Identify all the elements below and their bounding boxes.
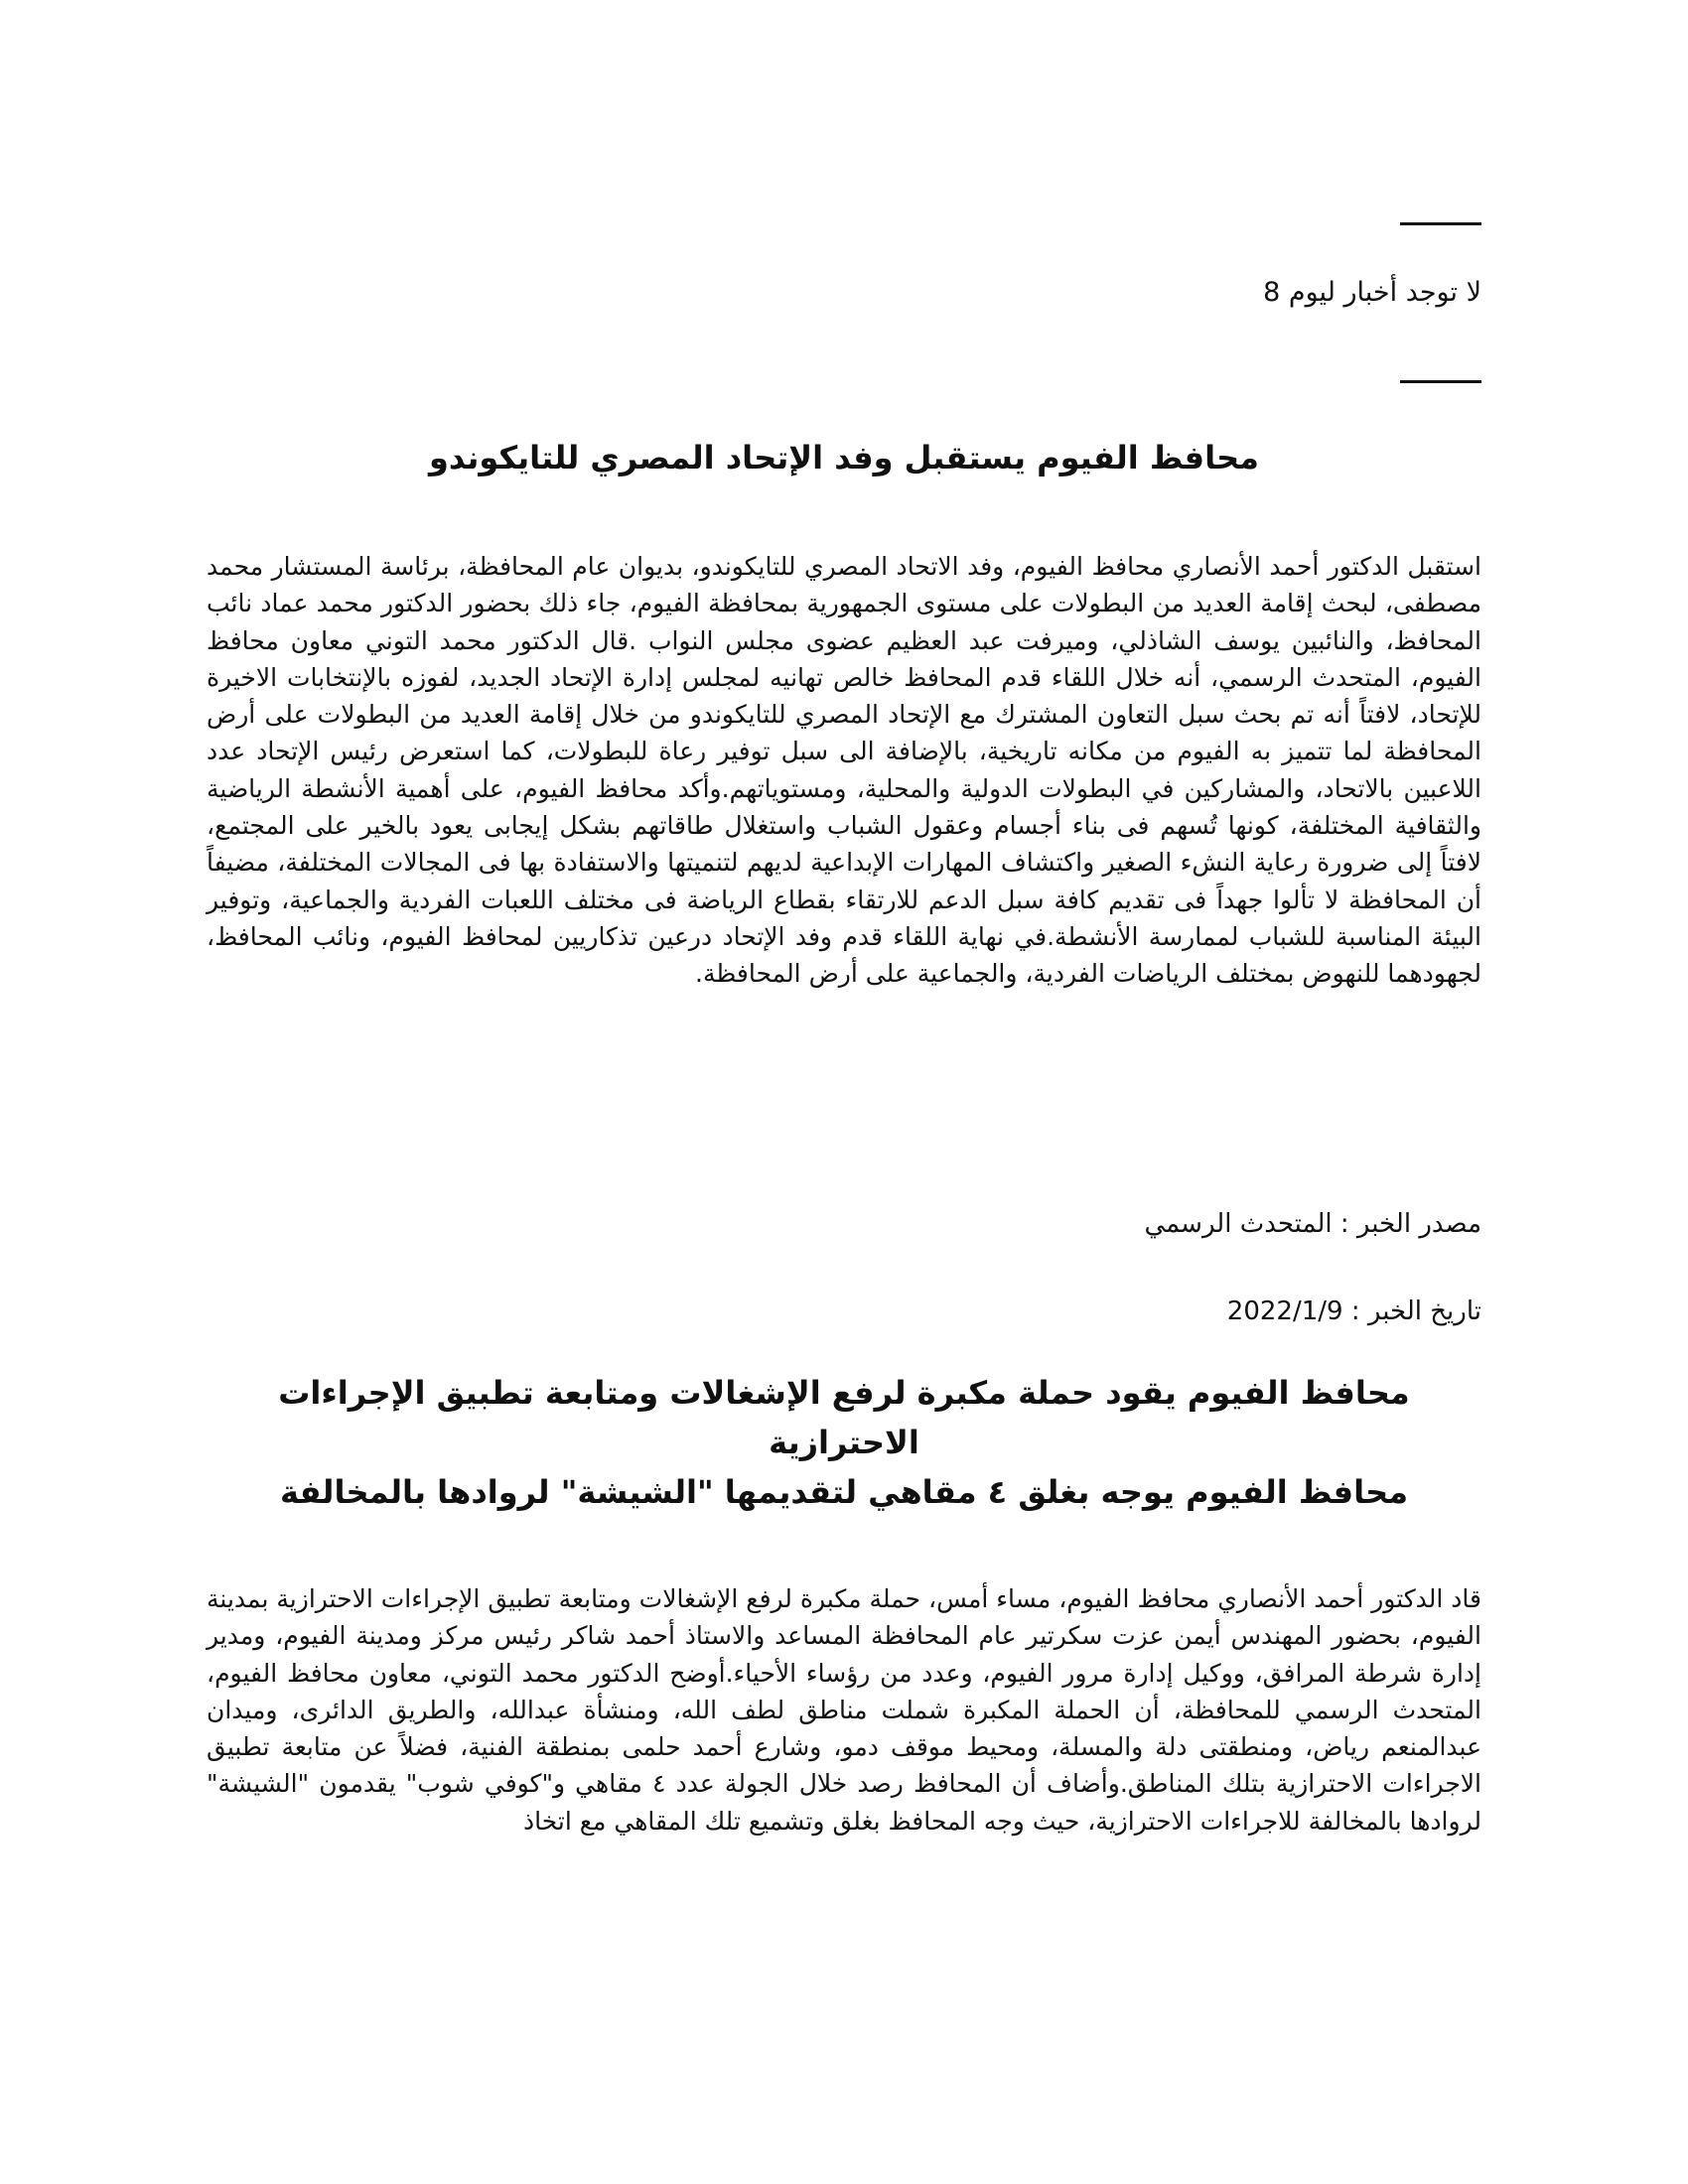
article-2-title-line-2: الاحترازية [769, 1424, 919, 1461]
article-1-body: استقبل الدكتور أحمد الأنصاري محافظ الفيوم، وفد الاتحاد المصري للتايكوندو، بديوان عام المحافظة، برئاسة المستشار محمد مصطفى، لبحث إقامة العديد من البطولات على مستوى الجمهورية بمحافظة الفيوم، جاء ذلك بحضور الدكتور محمد عماد نائب المحافظ، والنائبين يوسف الشاذلي، وميرفت عبد العظيم عضوى مجلس النواب .قال الدكتور محمد التوني معاون محافظ الفيوم، المتحدث الرسمي، أنه خلال اللقاء قدم المحافظ خالص تهانيه لمجلس إدارة الإتحاد الجديد، لفوزه بالإنتخابات الاخيرة للإتحاد، لافتاً أنه تم بحث سبل التعاون المشترك مع الإتحاد المصري للتايكوندو من خلال إقامة العديد من البطولات على أرض المحافظة لما تتميز به الفيوم من مكانه تاريخية، بالإضافة الى سبل توفير رعاة للبطولات، كما استعرض رئيس الإتحاد عدد اللاعبين بالاتحاد، والمشاركين في البطولات الدولية والمحلية، ومستوياتهم.وأكد محافظ الفيوم، على أهمية الأنشطة الرياضية والثقافية المختلفة، كونها تُسهم فى بناء أجسام وعقول الشباب واستغلال طاقاتهم بشكل إيجابى يعود بالخير على المجتمع، لافتاً إلى ضرورة رعاية النشء الصغير واكتشاف المهارات الإبداعية لديهم لتنميتها والاستفادة بها فى المجالات المختلفة، مضيفاً أن المحافظة لا تألوا جهداً فى تقديم كافة سبل الدعم للارتقاء بقطاع الرياضة فى مختلف اللعبات الفردية والجماعية، وتوفير البيئة المناسبة للشباب لممارسة الأنشطة.في نهاية اللقاء قدم وفد الإتحاد درعين تذكاريين لمحافظ الفيوم، ونائب المحافظ، لجهودهما للنهوض بمختلف الرياضات الفردية، والجماعية على أرض المحافظة. [207, 552, 1481, 989]
separator-line-top [1400, 222, 1481, 225]
article-2-title-line-1: محافظ الفيوم يقود حملة مكبرة لرفع الإشغالات ومتابعة تطبيق الإجراءات [278, 1374, 1410, 1412]
no-news-notice: لا توجد أخبار ليوم 8 [1263, 277, 1481, 308]
article-2-headline [207, 1368, 1481, 1517]
article-1-title: محافظ الفيوم يستقبل وفد الإتحاد المصري للتايكوندو [429, 439, 1259, 477]
article-1-source: مصدر الخبر : المتحدث الرسمي [1144, 1209, 1481, 1239]
article-2-subtitle: محافظ الفيوم يوجه بغلق ٤ مقاهي لتقديمها "الشيشة" لروادها بالمخالفة [279, 1473, 1408, 1511]
separator-line-bottom [1400, 380, 1481, 383]
article-2-body: قاد الدكتور أحمد الأنصاري محافظ الفيوم، مساء أمس، حملة مكبرة لرفع الإشغالات ومتابعة تطبيق الإجراءات الاحترازية بمدينة الفيوم، بحضور المهندس أيمن عزت سكرتير عام المحافظة المساعد والاستاذ أحمد شاكر رئيس مركز ومدينة الفيوم، ومدير إدارة شرطة المرافق، ووكيل إدارة مرور الفيوم، وعدد من رؤساء الأحياء.أوضح الدكتور محمد التوني، معاون محافظ الفيوم، المتحدث الرسمي للمحافظة، أن الحملة المكبرة شملت مناطق لطف الله، ومنشأة عبدالله، والطريق الدائرى، وميدان عبدالمنعم رياض، ومنطقتى دلة والمسلة، ومحيط موقف دمو، وشارع أحمد حلمى بمنطقة الفنية، فضلاً عن متابعة تطبيق الاجراءات الاحترازية بتلك المناطق.وأضاف أن المحافظ رصد خلال الجولة عدد ٤ مقاهي و"كوفي شوب" يقدمون "الشيشة" لروادها بالمخالفة للاجراءات الاحترازية، حيث وجه المحافظ بغلق وتشميع تلك المقاهي مع اتخاذ [207, 1584, 1481, 1836]
article-1-date: تاريخ الخبر : 2022/1/9 [1226, 1297, 1481, 1326]
